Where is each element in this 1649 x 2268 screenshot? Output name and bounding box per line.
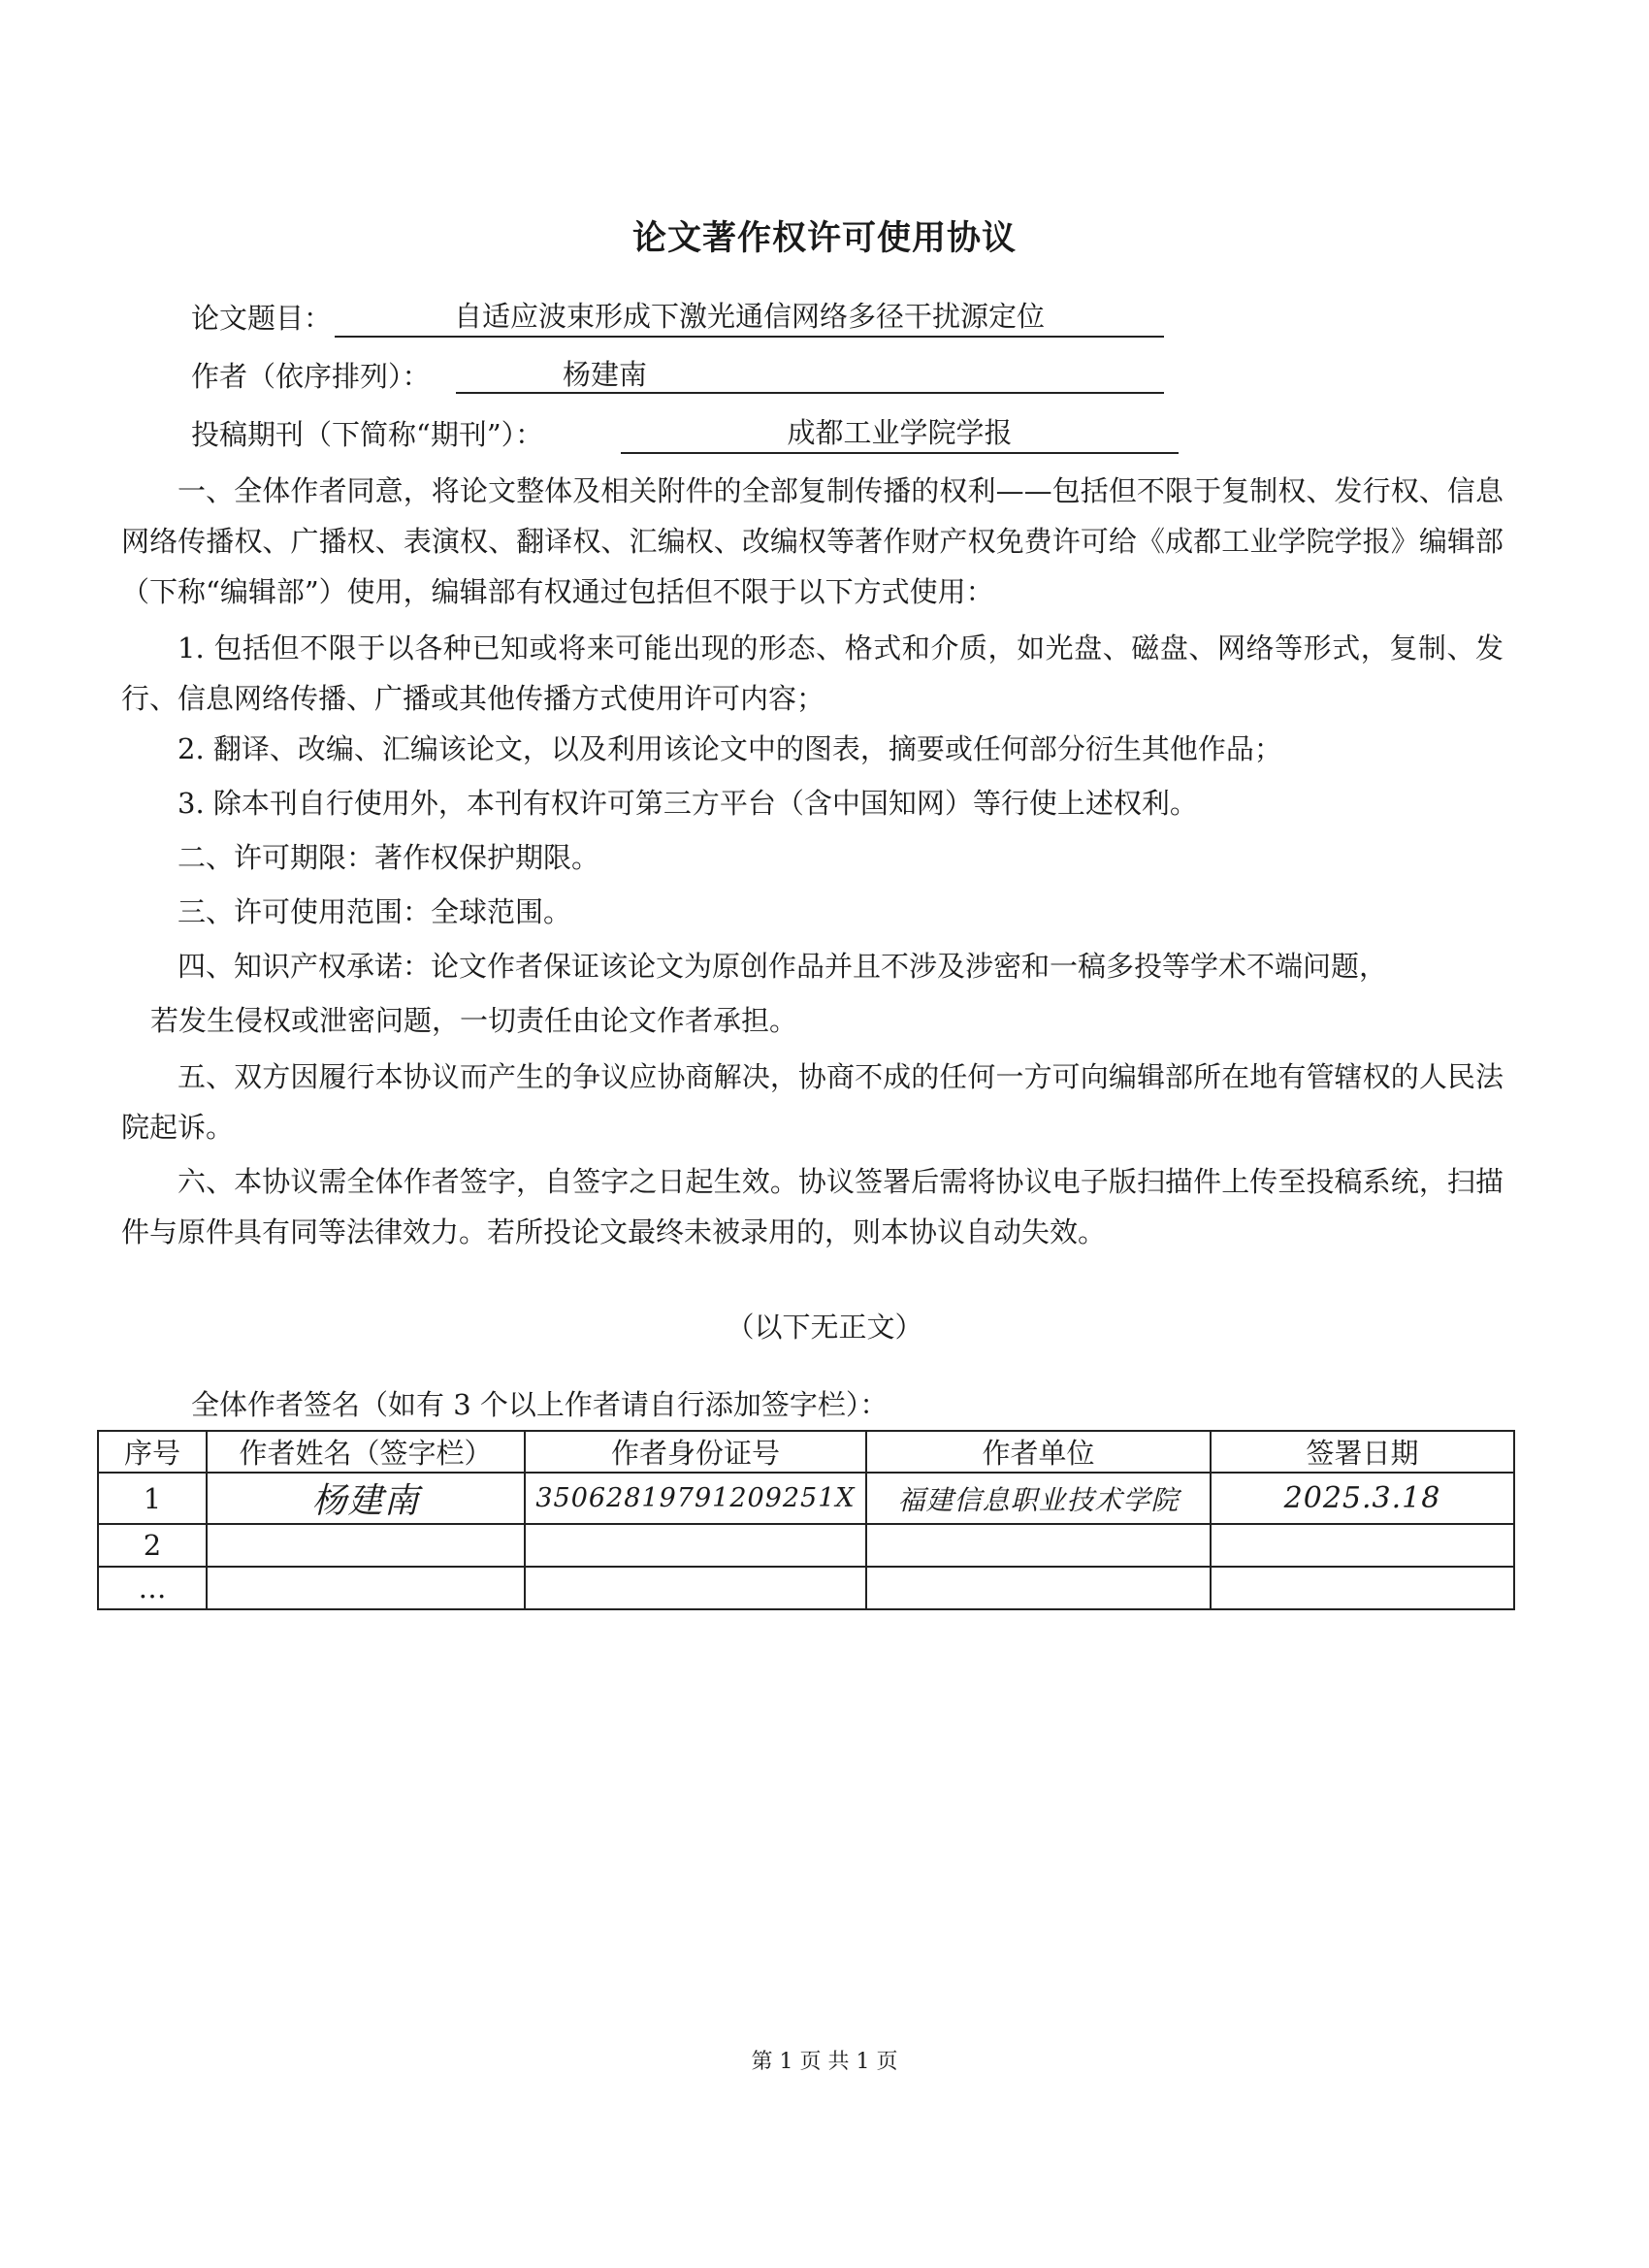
journal-value: 成都工业学院学报: [621, 413, 1179, 454]
paper-title-label: 论文题目：: [191, 302, 333, 335]
author-label: 作者（依序排列）：: [191, 360, 431, 393]
id-number: [525, 1567, 866, 1609]
clause-1-item-1: 1. 包括但不限于以各种已知或将来可能出现的形态、格式和介质，如光盘、磁盘、网络等形式，复制、发行、信息网络传播、广播或其他传播方式使用许可内容；: [121, 632, 1504, 715]
header-index: 序号: [98, 1431, 207, 1473]
author-signature: [207, 1524, 525, 1567]
signature-table: [97, 1430, 1515, 1610]
table-row: [98, 1473, 1514, 1524]
clause-1: 一、全体作者同意，将论文整体及相关附件的全部复制传播的权利——包括但不限于复制权、发行权、信息网络传播权、广播权、表演权、翻译权、汇编权、改编权等著作财产权免费许可给《成都工业学院学报》编辑部（下称“编辑部”）使用，编辑部有权通过包括但不限于以下方式使用：: [121, 474, 1504, 608]
page-footer: 第 1 页 共 1 页: [751, 2050, 898, 2074]
clause-5: 五、双方因履行本协议而产生的争议应协商解决，协商不成的任何一方可向编辑部所在地有管辖权的人民法院起诉。: [121, 1060, 1504, 1144]
header-affiliation: 作者单位: [866, 1431, 1211, 1473]
clause-1-item-2: 2. 翻译、改编、汇编该论文，以及利用该论文中的图表，摘要或任何部分衍生其他作品；: [178, 732, 1282, 765]
sign-date: [1211, 1524, 1514, 1567]
clause-2: 二、许可期限：著作权保护期限。: [178, 841, 600, 874]
affiliation: [866, 1524, 1211, 1567]
table-row: [98, 1524, 1514, 1567]
sign-date: [1211, 1567, 1514, 1609]
clause-1-item-3: 3. 除本刊自行使用外，本刊有权许可第三方平台（含中国知网）等行使上述权利。: [178, 787, 1198, 820]
clause-4-line-2: 若发生侵权或泄密问题，一切责任由论文作者承担。: [150, 1004, 798, 1037]
paper-title-value: 自适应波束形成下激光通信网络多径干扰源定位: [335, 297, 1164, 338]
author-value: 杨建南: [456, 355, 1164, 394]
clause-6: 六、本协议需全体作者签字，自签字之日起生效。协议签署后需将协议电子版扫描件上传至投稿系统，扫描件与原件具有同等法律效力。若所投论文最终未被录用的，则本协议自动失效。: [121, 1165, 1504, 1248]
no-more-text: （以下无正文）: [726, 1311, 923, 1344]
id-number: 35062819791209251X: [525, 1473, 866, 1524]
affiliation: 福建信息职业技术学院: [866, 1473, 1211, 1524]
document-title: 论文著作权许可使用协议: [631, 219, 1017, 258]
table-row: [98, 1567, 1514, 1609]
header-sign-date: 签署日期: [1211, 1431, 1514, 1473]
signature-table-header: [98, 1431, 1514, 1473]
author-signature: [207, 1567, 525, 1609]
id-number: [525, 1524, 866, 1567]
clause-3: 三、许可使用范围：全球范围。: [178, 895, 572, 928]
header-author-name: 作者姓名（签字栏）: [207, 1431, 525, 1473]
journal-label: 投稿期刊（下简称“期刊”）：: [191, 418, 544, 451]
row-index: 1: [98, 1473, 207, 1524]
signature-label: 全体作者签名（如有 3 个以上作者请自行添加签字栏）：: [191, 1388, 889, 1421]
affiliation: [866, 1567, 1211, 1609]
header-id-number: 作者身份证号: [525, 1431, 866, 1473]
clause-4-line-1: 四、知识产权承诺：论文作者保证该论文为原创作品并且不涉及涉密和一稿多投等学术不端问题，: [178, 950, 1388, 983]
row-index: …: [98, 1567, 207, 1609]
sign-date: 2025.3.18: [1211, 1473, 1514, 1524]
author-signature: 杨建南: [207, 1473, 525, 1524]
row-index: 2: [98, 1524, 207, 1567]
